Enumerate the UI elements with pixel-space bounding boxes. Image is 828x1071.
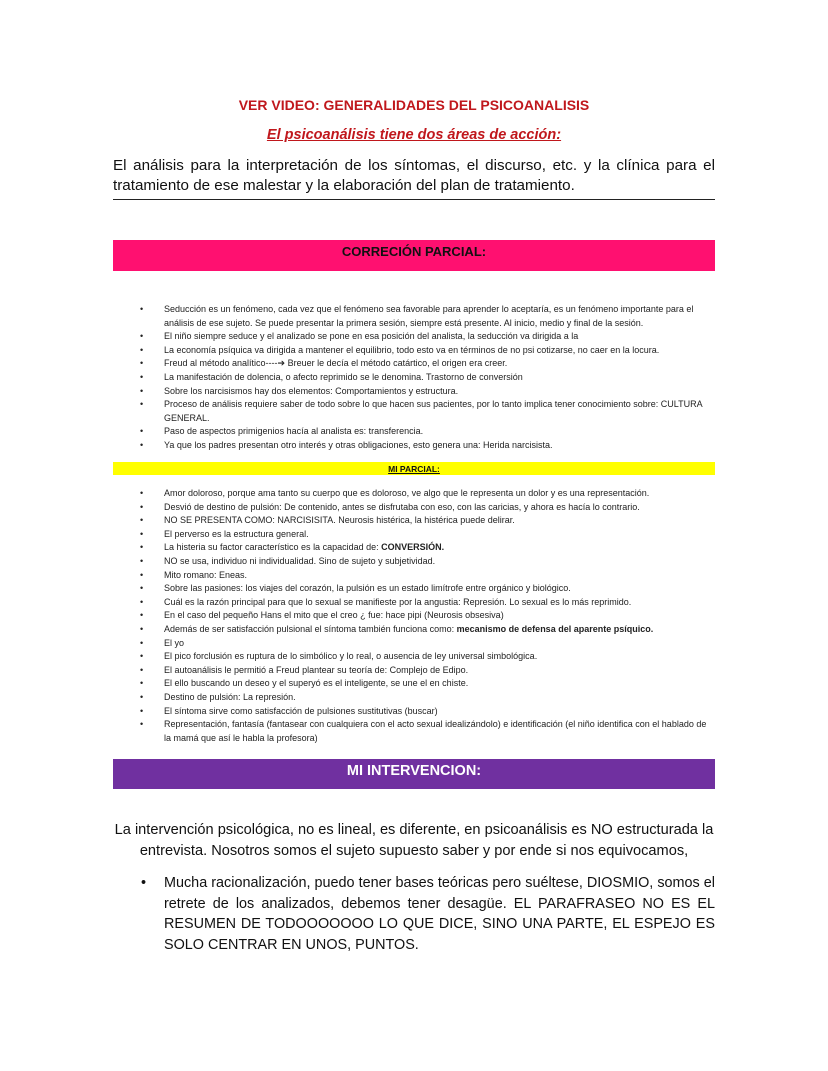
list-item: • NO SE PRESENTA COMO: NARCISISITA. Neurosis histérica, la histérica puede delirar. — [113, 514, 715, 528]
list-item: • Proceso de análisis requiere saber de todo sobre lo que hacen sus pacientes, por lo tanto implica tener conocimiento sobre: CULTURA GENERAL. — [113, 398, 715, 425]
list-item: • Mucha racionalización, puedo tener bases teóricas pero suéltese, DIOSMIO, somos el retrete de los analizados, debemos tener desagüe. EL PARAFRASEO NO ES EL RESUMEN DE TODOOOOOOO LO QUE DICE, SINO UNA PARTE, EL ESPEJO ES SOLO CENTRAR EN UNOS, PUNTOS. — [113, 873, 715, 955]
intro-paragraph: El análisis para la interpretación de los síntomas, el discurso, etc. y la clínica para el tratamiento de ese malestar y la elaboración del plan de tratamiento. — [113, 156, 715, 200]
list-item: • Sobre los narcisismos hay dos elementos: Comportamientos y estructura. — [113, 385, 715, 399]
list-item: • Sobre las pasiones: los viajes del corazón, la pulsión es un estado limítrofe entre orgánico y biológico. — [113, 582, 715, 596]
list-item — [113, 541, 715, 555]
list-item: • El niño siempre seduce y el analizado se pone en esa posición del analista, la seducción va dirigida a la — [113, 330, 715, 344]
list-item: • NO se usa, individuo ni individualidad. Sino de sujeto y subjetividad. — [113, 555, 715, 569]
list-item: • El síntoma sirve como satisfacción de pulsiones sustitutivas (buscar) — [113, 705, 715, 719]
list-item: • El pico forclusión es ruptura de lo simbólico y lo real, o ausencia de ley universal simbológica. — [113, 650, 715, 664]
section-heading-mi-parcial — [113, 462, 715, 475]
document-title: VER VIDEO: GENERALIDADES DEL PSICOANALISIS — [238, 97, 590, 113]
list-item: • Amor doloroso, porque ama tanto su cuerpo que es doloroso, ve algo que le representa un dolor y es una representación. — [113, 487, 715, 501]
list-item: • Freud al método analítico----➔ Breuer le decía el método catártico, el origen era creer. — [113, 357, 715, 371]
list-item: • En el caso del pequeño Hans el mito que el creo ¿ fue: hace pipi (Neurosis obsesiva) — [113, 609, 715, 623]
list-item: • Ya que los padres presentan otro interés y otras obligaciones, esto genera una: Herida narcisista. — [113, 439, 715, 453]
section-heading-correcion: CORRECIÓN PARCIAL: — [113, 240, 715, 271]
list-item: • El perverso es la estructura general. — [113, 528, 715, 542]
bold-term: mecanismo de defensa del aparente psíquico. — [456, 623, 654, 634]
list-item-text: La histeria su factor característico es la capacidad de: — [164, 542, 382, 553]
list-item: • Seducción es un fenómeno, cada vez que el fenómeno sea favorable para aprender lo aceptaría, es un fenómeno importante para el análisis de ese sujeto. Se puede presentar la primera sesión, siempre está presente. Al inicio, medio y final de la sesión. — [113, 303, 715, 330]
list-item: • Paso de aspectos primigenios hacía al analista es: transferencia. — [113, 425, 715, 439]
correcion-list — [113, 303, 715, 453]
section-heading-intervencion: MI INTERVENCION: — [113, 759, 715, 789]
list-item: • Mito romano: Eneas. — [113, 569, 715, 583]
list-item: • Representación, fantasía (fantasear con cualquiera con el acto sexual idealizándolo) e identificación (el niño identifica con el hablado de la mamá que así le habla la profesora) — [113, 718, 715, 745]
list-item: • El yo — [113, 637, 715, 651]
intervencion-list — [113, 873, 715, 955]
list-item: • El ello buscando un deseo y el superyó es el inteligente, se une el en chiste. — [113, 677, 715, 691]
list-item: • Destino de pulsión: La represión. — [113, 691, 715, 705]
list-item: • La economía psíquica va dirigida a mantener el equilibrio, todo esto va en términos de no psi cotizarse, no caer en la locura. — [113, 344, 715, 358]
document-subtitle: El psicoanálisis tiene dos áreas de acción: — [266, 127, 562, 143]
list-item: • Desvió de destino de pulsión: De contenido, antes se disfrutaba con eso, con las caricias, y ahora es hacía lo contrario. — [113, 501, 715, 515]
list-item-text: Además de ser satisfacción pulsional el síntoma también funciona como: — [164, 623, 457, 634]
list-item: • Cuál es la razón principal para que lo sexual se manifieste por la angustia: Represión. Lo sexual es lo más reprimido. — [113, 596, 715, 610]
intervencion-paragraph: La intervención psicológica, no es lineal, es diferente, en psicoanálisis es NO estructurada la entrevista. Nosotros somos el sujeto supuesto saber y por ende si nos equivocamos, — [114, 822, 714, 859]
mi-parcial-list — [113, 487, 715, 745]
bold-term: CONVERSIÓN. — [381, 542, 445, 553]
mi-parcial-label: MI PARCIAL: — [388, 464, 440, 474]
list-item: • La manifestación de dolencia, o afecto reprimido se le denomina. Trastorno de conversión — [113, 371, 715, 385]
list-item — [113, 623, 715, 637]
list-item: • El autoanálisis le permitió a Freud plantear su teoría de: Complejo de Edipo. — [113, 664, 715, 678]
